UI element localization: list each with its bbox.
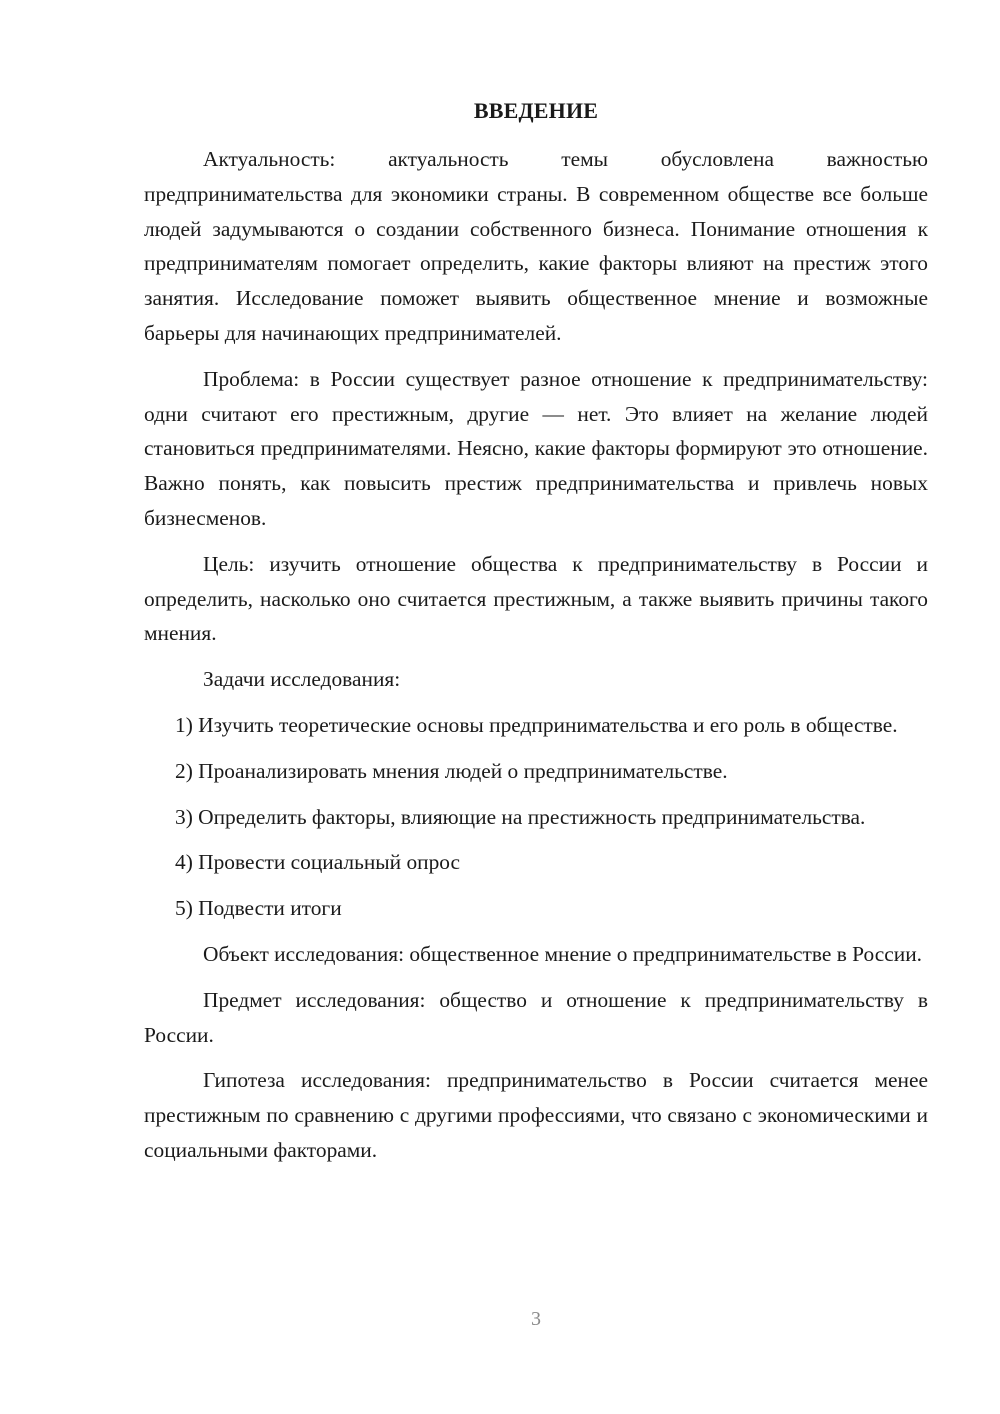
paragraph-subject: Предмет исследования: общество и отношение к предпринимательству в России. <box>144 987 928 1047</box>
paragraph-object: Объект исследования: общественное мнение о предпринимательстве в России. <box>203 941 922 966</box>
list-item: 2) Проанализировать мнения людей о предпринимательстве. <box>175 758 728 783</box>
page-number: 3 <box>531 1308 541 1330</box>
section-heading: ВВЕДЕНИЕ <box>473 98 599 123</box>
list-item: 5) Подвести итоги <box>175 896 342 921</box>
list-item: 3) Определить факторы, влияющие на престижность предпринимательства. <box>175 804 866 829</box>
tasks-heading: Задачи исследования: <box>203 667 401 692</box>
paragraph-problem: Проблема: в России существует разное отношение к предпринимательству: одни считают его престижным, другие — нет. Это влияет на желание людей становиться предпринимателями. Неясно, какие факторы формируют это отношение. Важно понять, как повысить престиж предпринимательства и привлечь новых бизнесменов. <box>144 366 928 530</box>
list-item: 4) Провести социальный опрос <box>175 850 461 875</box>
paragraph-goal: Цель: изучить отношение общества к предпринимательству в России и определить, насколько оно считается престижным, а также выявить причины такого мнения. <box>144 551 928 646</box>
paragraph-hypothesis: Гипотеза исследования: предпринимательство в России считается менее престижным по сравнению с другими профессиями, что связано с экономическими и социальными факторами. <box>144 1068 928 1162</box>
paragraph-relevance: Актуальность: актуальность темы обусловлена важностью предпринимательства для экономики страны. В современном обществе все больше людей задумываются о создании собственного бизнеса. Понимание отношения к предпринимателям помогает определить, какие факторы влияют на престиж этого занятия. Исследование поможет выявить общественное мнение и возможные барьеры для начинающих предпринимателей. <box>144 147 928 345</box>
list-item: 1) Изучить теоретические основы предпринимательства и его роль в обществе. <box>175 712 898 737</box>
page-content <box>144 94 928 1168</box>
